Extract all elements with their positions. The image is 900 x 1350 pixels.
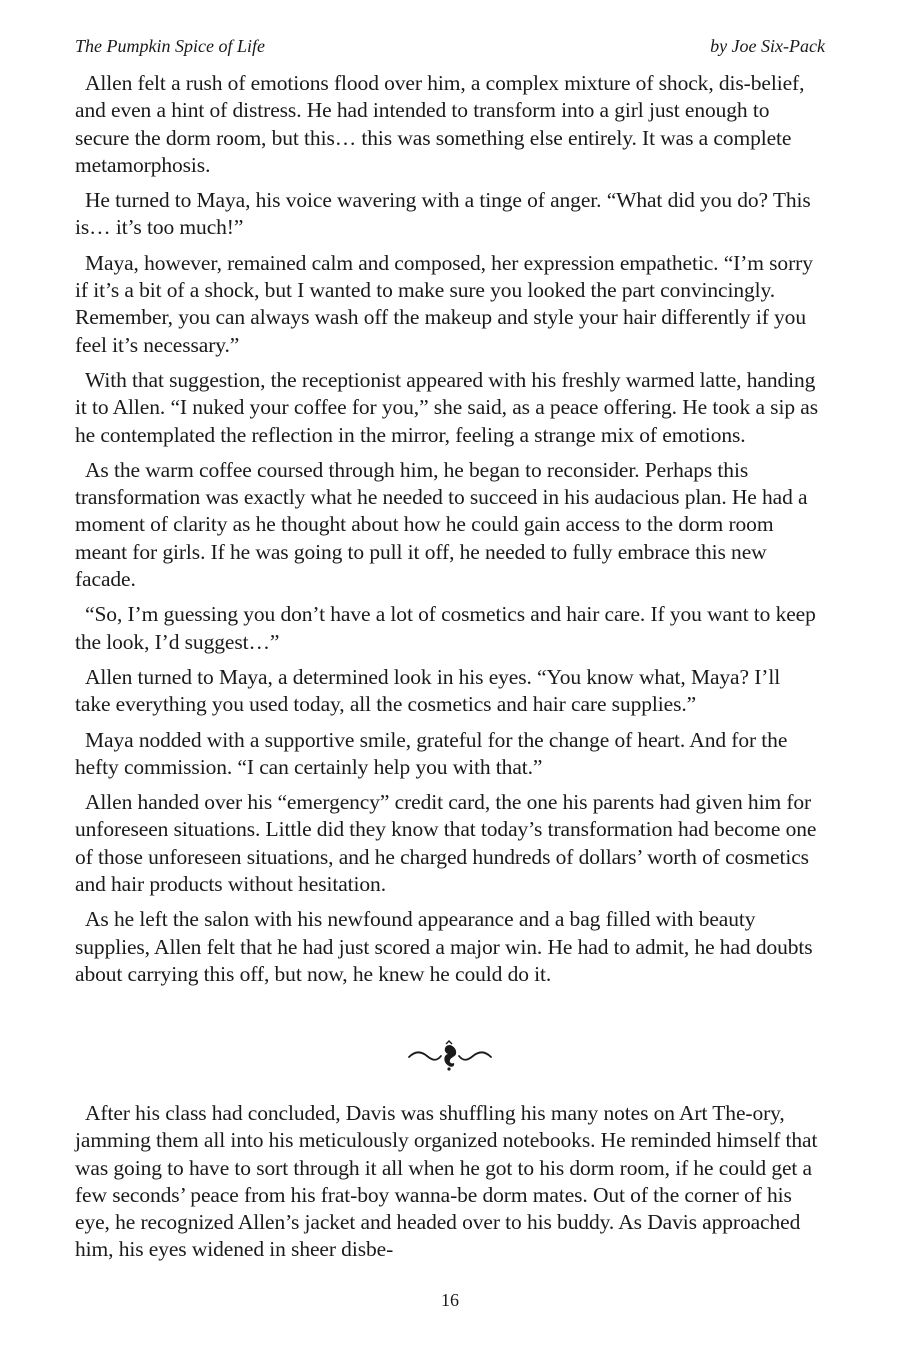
paragraph: Allen felt a rush of emotions flood over him, a complex mixture of shock, dis-belief, and even a hint of distress. He had intended to transform into a girl just enough to secure the dorm room, but this… this was something else entirely. It was a complete metamorphosis. [75, 71, 805, 177]
paragraph: Allen turned to Maya, a determined look in his eyes. “You know what, Maya? I’ll take everything you used today, all the cosmetics and hair care supplies.” [75, 664, 781, 717]
paragraph: He turned to Maya, his voice wavering with a tinge of anger. “What did you do? This is… it’s too much!” [75, 188, 811, 240]
paragraph: Maya, however, remained calm and composed, her expression empathetic. “I’m sorry if it’s a bit of a shock, but I wanted to make sure you looked the part convincingly. Remember, you can always wash off the makeup and style your hair differently if you feel it’s necessary.” [75, 250, 813, 357]
book-title: The Pumpkin Spice of Life [75, 36, 265, 56]
body-text-section-two [75, 1100, 820, 1264]
paragraph: Allen handed over his “emergency” credit card, the one his parents had given him for unforeseen situations. Little did they know that today’s transformation had become one of those unforeseen situations, and he charged hundreds of dollars’ worth of cosmetics and hair products without hesitation. [75, 790, 817, 897]
paragraph: As the warm coffee coursed through him, he began to reconsider. Perhaps this transformation was exactly what he needed to succeed in his audacious plan. He had a moment of clarity as he thought about how he could gain access to the dorm room meant for girls. If he was going to pull it off, he needed to fully embrace this new facade. [75, 457, 808, 592]
paragraph: With that suggestion, the receptionist appeared with his freshly warmed latte, handing it to Allen. “I nuked your coffee for you,” she said, as a peace offering. He took a sip as he contemplated the reflection in the mirror, feeling a strange mix of emotions. [75, 367, 818, 447]
body-text [75, 70, 820, 996]
running-head [75, 36, 825, 60]
paragraph: After his class had concluded, Davis was shuffling his many notes on Art The-ory, jamming them all into his meticulously organized notebooks. He reminded himself that was going to have to sort through it all when he got to his dorm room, if he could get a few seconds’ peace from his frat-boy wanna-be dorm mates. Out of the corner of his eye, he recognized Allen’s jacket and headed over to his buddy. As Davis approached him, his eyes widened in sheer disbe- [75, 1101, 818, 1262]
paragraph: “So, I’m guessing you don’t have a lot of cosmetics and hair care. If you want to keep the look, I’d suggest…” [75, 602, 816, 654]
section-break [0, 1036, 900, 1076]
page-number: 16 [441, 1290, 459, 1310]
fleuron-divider-icon [405, 1039, 495, 1073]
paragraph: Maya nodded with a supportive smile, grateful for the change of heart. And for the hefty commission. “I can certainly help you with that.” [75, 727, 788, 779]
paragraph: As he left the salon with his newfound appearance and a bag filled with beauty supplies, Allen felt that he had just scored a major win. He had to admit, he had doubts about carrying this off, but now, he knew he could do it. [75, 907, 813, 986]
author-name: by Joe Six-Pack [710, 36, 825, 56]
